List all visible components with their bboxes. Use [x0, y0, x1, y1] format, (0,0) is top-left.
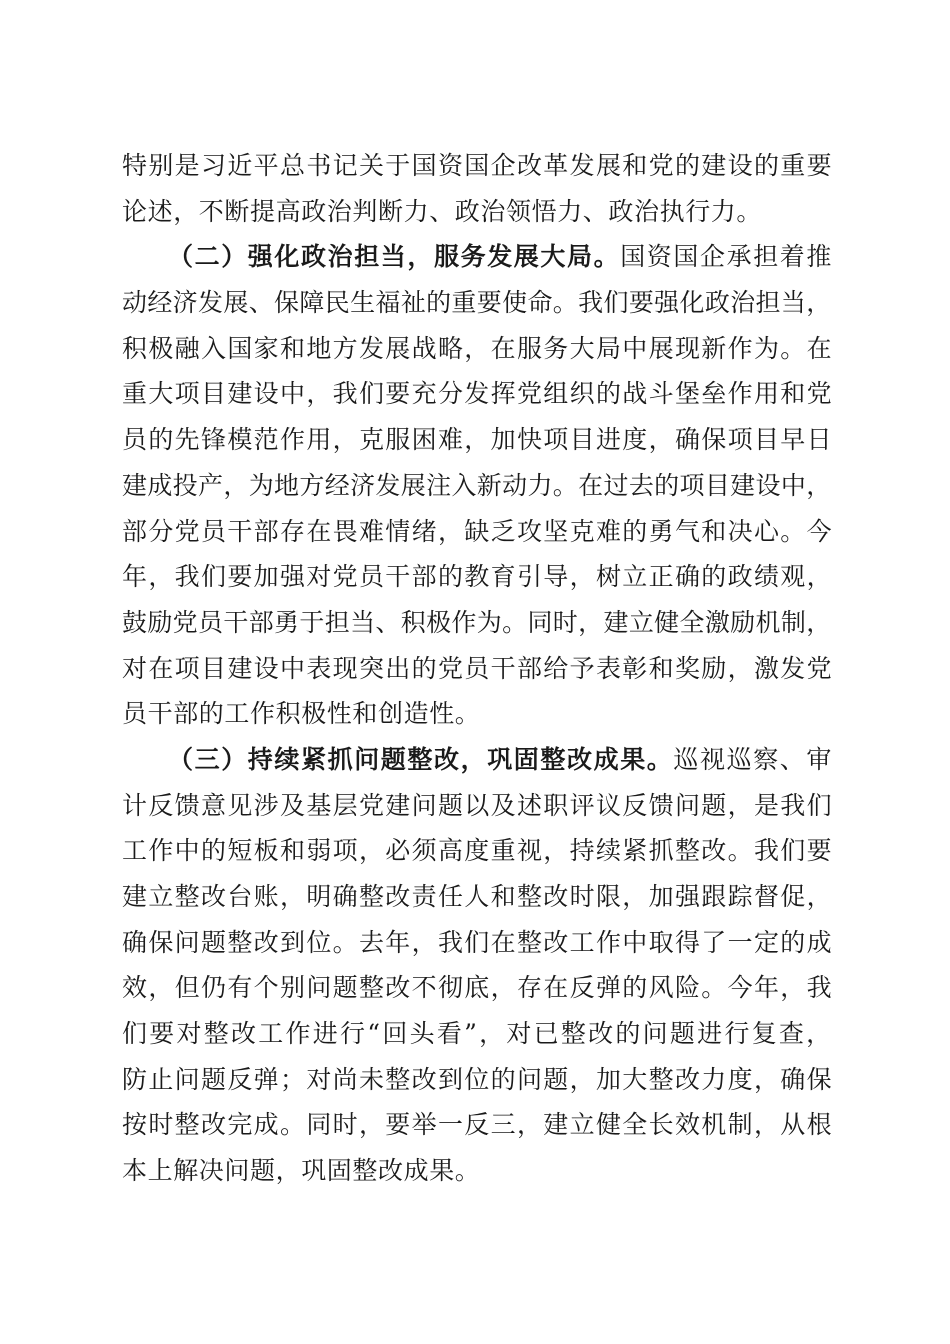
section-heading: （二）强化政治担当，服务发展大局。: [168, 242, 621, 272]
body-text-line: 工作中的短板和弱项，必须高度重视，持续紧抓整改。我们要: [122, 836, 833, 866]
body-text-line: 特别是习近平总书记关于国资国企改革发展和党的建设的重要: [122, 151, 833, 180]
body-text-line: 确保问题整改到位。去年，我们在整改工作中取得了一定的成: [122, 927, 833, 957]
body-text-line: 建成投产，为地方经济发展注入新动力。在过去的项目建设中，: [122, 470, 832, 500]
body-text-line: 对在项目建设中表现突出的党员干部给予表彰和奖励，激发党: [122, 653, 833, 683]
body-text-line: 们要对整改工作进行“回头看”，对已整改的问题进行复查，: [122, 1019, 834, 1049]
body-text-line: 本上解决问题，巩固整改成果。: [122, 1156, 481, 1186]
body-text-line: 鼓励党员干部勇于担当、积极作为。同时，建立健全激励机制，: [122, 607, 832, 637]
body-text-line: 员干部的工作积极性和创造性。: [122, 699, 481, 729]
section-heading-line: （三）持续紧抓问题整改，巩固整改成果。巡视巡察、审: [168, 744, 834, 774]
body-text-line: 论述，不断提高政治判断力、政治领悟力、政治执行力。: [122, 196, 763, 226]
body-text-line: 按时整改完成。同时，要举一反三，建立健全长效机制，从根: [122, 1110, 833, 1140]
body-text-line: 建立整改台账，明确整改责任人和整改时限，加强跟踪督促，: [122, 882, 833, 911]
body-text-line: 积极融入国家和地方发展战略，在服务大局中展现新作为。在: [122, 333, 833, 363]
body-text-line: 计反馈意见涉及基层党建问题以及述职评议反馈问题，是我们: [122, 790, 833, 820]
body-text-line: 部分党员干部存在畏难情绪，缺乏攻坚克难的勇气和决心。今: [122, 516, 833, 546]
section-heading-line: （二）强化政治担当，服务发展大局。国资国企承担着推: [168, 242, 834, 272]
body-text-line: 防止问题反弹；对尚未整改到位的问题，加大整改力度，确保: [122, 1064, 833, 1094]
section-heading: （三）持续紧抓问题整改，巩固整改成果。: [168, 744, 674, 774]
body-text-line: 重大项目建设中，我们要充分发挥党组织的战斗堡垒作用和党: [122, 379, 833, 409]
body-text-line: 年，我们要加强对党员干部的教育引导，树立正确的政绩观，: [122, 562, 833, 592]
body-text-line: 员的先锋模范作用，克服困难，加快项目进度，确保项目早日: [122, 425, 833, 455]
body-text-line: 效，但仍有个别问题整改不彻底，存在反弹的风险。今年，我: [122, 973, 833, 1003]
body-text-line: 动经济发展、保障民生福祉的重要使命。我们要强化政治担当，: [122, 288, 832, 318]
document-page: [122, 143, 832, 1194]
